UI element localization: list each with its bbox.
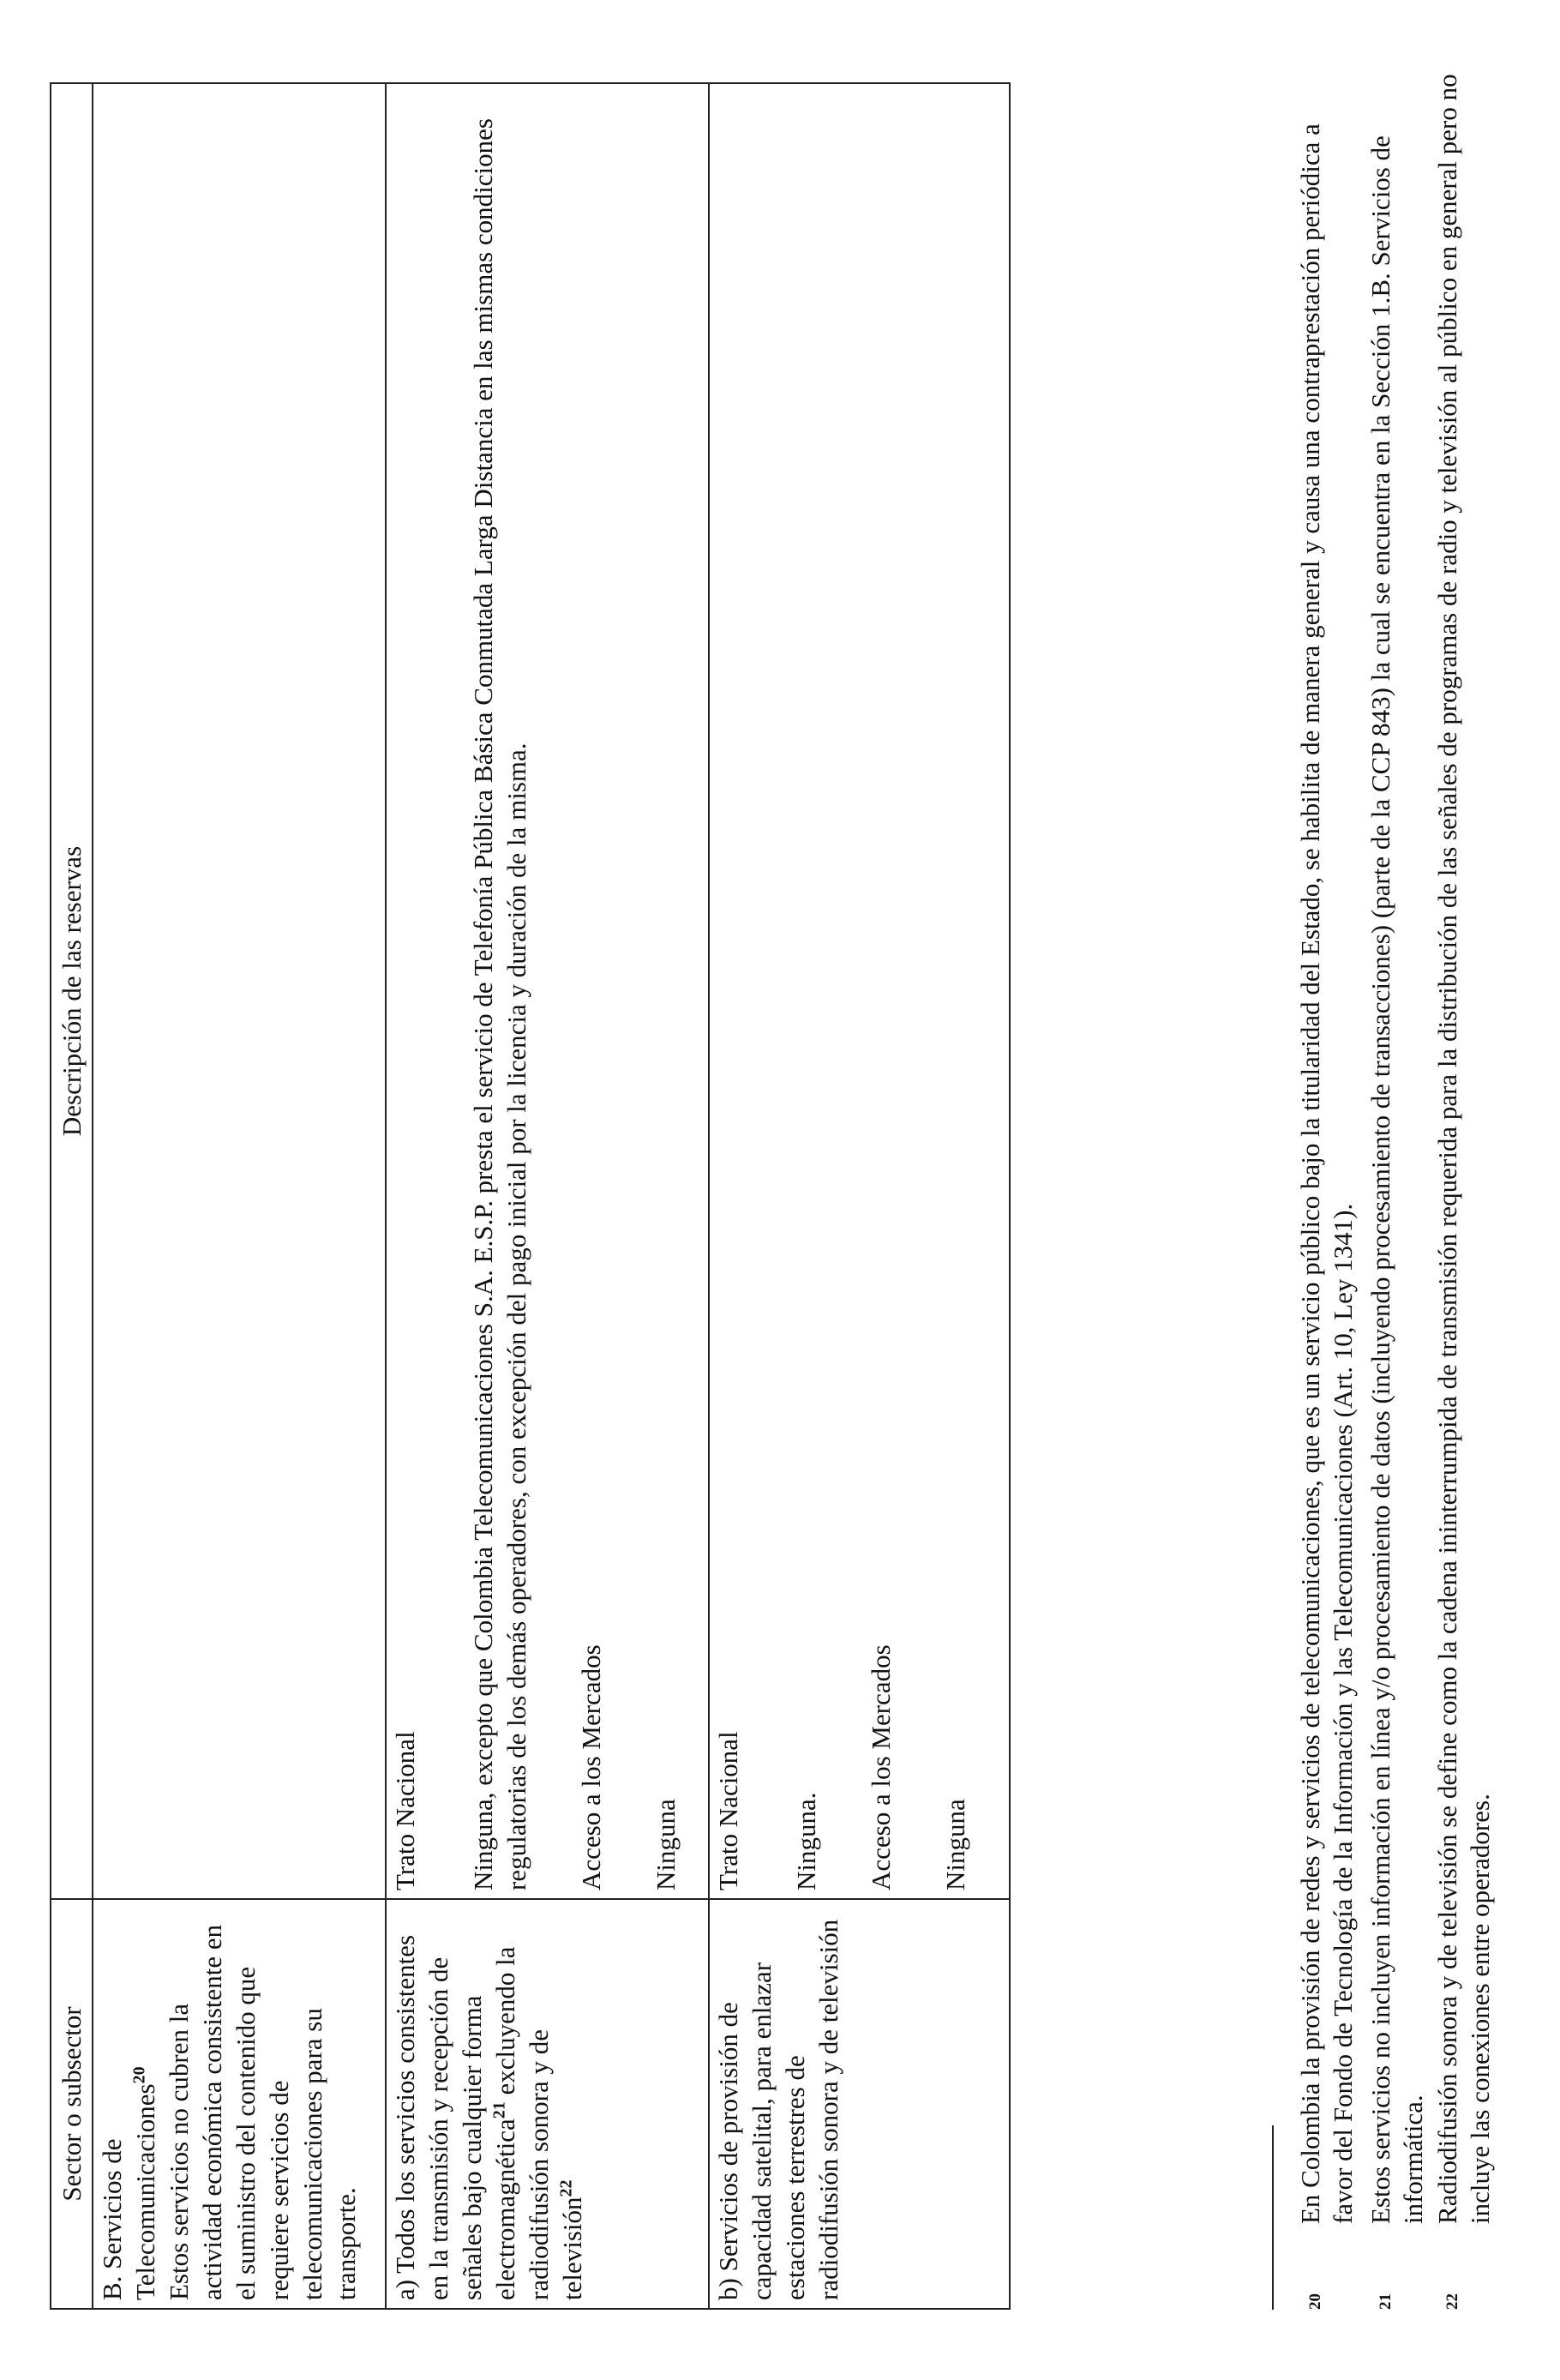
footnote-number: 20: [1306, 2293, 1324, 2310]
acceso-mercados-text: Ninguna: [651, 1799, 681, 1890]
footnote-text: Radiodifusión sonora y de televisión se define como la cadena ininterrumpida de transmisión requerida para la distribución de las señales de programas de radio y televisión al público en general pero no incluye las conexiones entre operadores.: [1432, 74, 1495, 2224]
footnote-22: [1431, 72, 1497, 2310]
footnote-text: En Colombia la provisión de redes y servicios de telecomunicaciones, que es un servicio público bajo la titularidad del Estado, se habilita de manera general y causa una contraprestación periódica a favor del Fondo de Tecnología de la Información y las Telecomunicaciones (Art. 10, Ley 1341).: [1295, 123, 1358, 2224]
sector-cell: [386, 1899, 709, 2309]
sector-cell: b) Servicios de provisión de capacidad satelital, para enlazar estaciones terrestres de radiodifusión sonora y de televisión: [709, 1899, 1010, 2309]
acceso-mercados-text: Ninguna: [940, 1799, 971, 1890]
trato-nacional-label: Trato Nacional: [390, 1731, 421, 1890]
trato-nacional-label: Trato Nacional: [713, 1731, 744, 1890]
footnote-number: 22: [1443, 2293, 1461, 2310]
footnote-20: [1294, 72, 1359, 2310]
sector-cell: [93, 1899, 386, 2309]
sector-note: Estos servicios no cubren la actividad económica consistente en el suministro del contenido que requiere servicios de telecomunicaciones para su transporte.: [164, 1924, 362, 2300]
footnote-separator: [1272, 2125, 1274, 2310]
footnote-number: 21: [1377, 2293, 1395, 2310]
table-row: [709, 83, 1010, 2309]
sector-text-part2: excluyendo la radiodifusión sonora y de televisión: [490, 1946, 588, 2300]
sector-text-part1: a) Todos los servicios consistentes en la transmisión y recepción de señales bajo cualquier forma electromagnética: [390, 1934, 521, 2300]
description-cell: [93, 83, 386, 1899]
description-cell: [709, 83, 1010, 1899]
sector-title: B. Servicios de Telecomunicaciones: [97, 2083, 161, 2300]
table-row: [386, 83, 709, 2309]
acceso-mercados-label: Acceso a los Mercados: [866, 1644, 897, 1890]
footnote-text: Estos servicios no incluyen información en línea y/o procesamiento de datos (incluyendo procesamiento de transacciones) (parte de la CCP 843) la cual se encuentra en la Sección 1.B. Servicios de informática.: [1365, 135, 1428, 2224]
table-row: [93, 83, 386, 2309]
table-header-row: [51, 83, 93, 2309]
acceso-mercados-label: Acceso a los Mercados: [576, 1644, 607, 1890]
trato-nacional-text: Ninguna.: [791, 1792, 822, 1890]
header-description: Descripción de las reservas: [51, 83, 93, 1899]
footnote-ref-21: 21: [489, 2101, 509, 2119]
header-sector: Sector o subsector: [51, 1899, 93, 2309]
footnote-ref-20: 20: [129, 2066, 149, 2084]
description-cell: [386, 83, 709, 1899]
trato-nacional-text: Ninguna, excepto que Colombia Telecomunicaciones S.A. E.S.P. presta el servicio de Telefonía Pública Básica Conmutada Larga Distancia en las mismas condiciones regulatorias de los demás operadores, con excepción del pago inicial por la licencia y duración de la misma.: [468, 118, 532, 1890]
reservations-table: [50, 82, 1011, 2310]
footnote-ref-22: 22: [556, 2179, 576, 2197]
footnote-21: [1365, 72, 1430, 2310]
